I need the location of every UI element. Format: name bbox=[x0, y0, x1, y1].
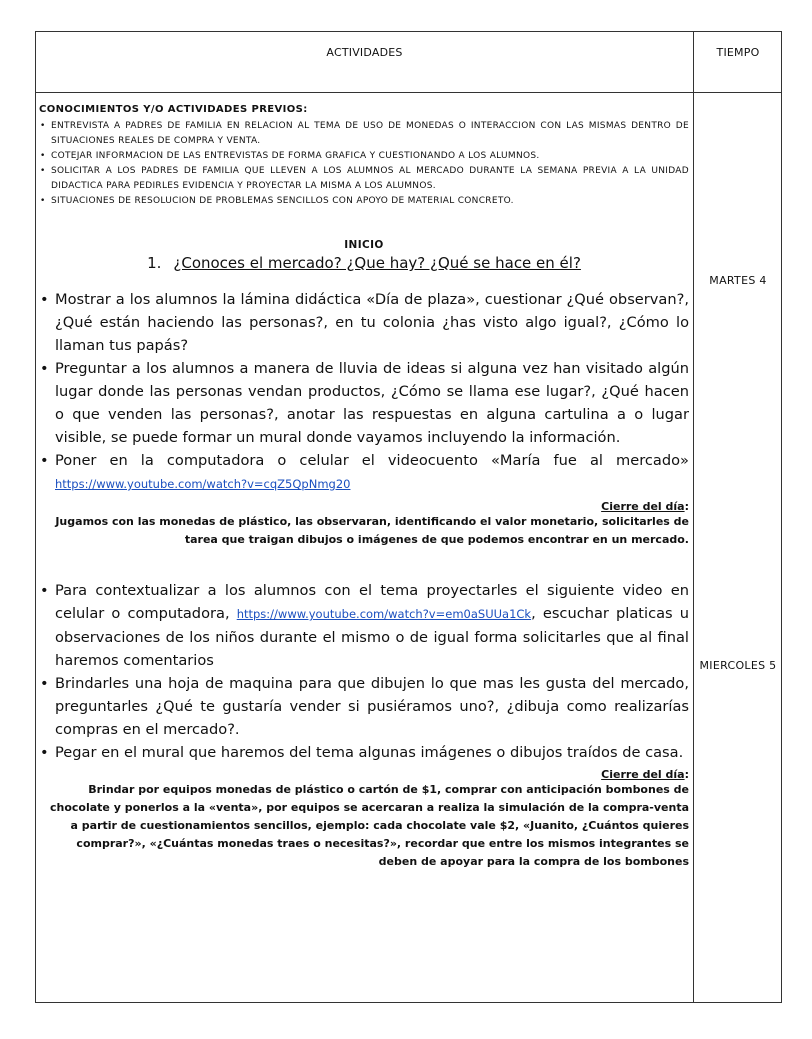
day1-item: • Mostrar a los alumnos la lámina didáctica «Día de plaza», cuestionar ¿Qué observan?, ¿Qué están haciendo las personas?, en tu colonia ¿has visto algo igual?, ¿Cómo lo llaman tus papás? bbox=[55, 288, 689, 357]
day2-item: • Pegar en el mural que haremos del tema algunas imágenes o dibujos traídos de casa. bbox=[55, 741, 689, 764]
header-divider bbox=[36, 92, 781, 93]
inicio-question bbox=[39, 254, 689, 272]
previous-item: • ENTREVISTA A PADRES DE FAMILIA EN RELACION AL TEMA DE USO DE MONEDAS O INTERACCION CON LAS MISMAS DENTRO DE SITUACIONES REALES DE COMPRA Y VENTA. bbox=[51, 119, 689, 149]
day2-cierre bbox=[39, 768, 689, 781]
question-number: 1. bbox=[147, 254, 162, 272]
previous-list bbox=[39, 119, 689, 209]
cierre-label: Cierre del día bbox=[601, 768, 685, 781]
cierre-colon: : bbox=[684, 768, 689, 781]
previous-item: • SITUACIONES DE RESOLUCION DE PROBLEMAS SENCILLOS CON APOYO DE MATERIAL CONCRETO. bbox=[51, 194, 689, 209]
inicio-label: INICIO bbox=[344, 239, 384, 251]
video-link-mercado[interactable]: https://www.youtube.com/watch?v=em0aSUUa1Ck bbox=[236, 607, 532, 621]
activities-content bbox=[39, 104, 689, 871]
time-slot-wednesday: MIERCOLES 5 bbox=[699, 659, 777, 672]
day1-cierre bbox=[39, 500, 689, 513]
day1-item-text: Poner en la computadora o celular el videocuento «María fue al mercado» bbox=[55, 452, 689, 469]
previous-item: • COTEJAR INFORMACION DE LAS ENTREVISTAS DE FORMA GRAFICA Y CUESTIONANDO A LOS ALUMNOS. bbox=[51, 149, 689, 164]
cierre-colon: : bbox=[684, 500, 689, 513]
previous-knowledge-title: CONOCIMIENTOS Y/O ACTIVIDADES PREVIOS: bbox=[39, 104, 308, 115]
day2-item: • Brindarles una hoja de maquina para que dibujen lo que mas les gusta del mercado, preguntarles ¿Qué te gustaría vender si pusiéramos uno?, ¿dibuja como realizarías compras en el mercado?. bbox=[55, 672, 689, 741]
header-activities: ACTIVIDADES bbox=[326, 46, 403, 59]
day1-item: • Preguntar a los alumnos a manera de lluvia de ideas si alguna vez han visitado algún lugar donde las personas vendan productos, ¿Cómo se llama ese lugar?, ¿Qué hacen o que venden las personas?, anotar las respuestas en alguna cartulina a o lugar visible, se puede formar un mural donde vayamos incluyendo la información. bbox=[55, 357, 689, 449]
time-slot-tuesday: MARTES 4 bbox=[709, 274, 767, 287]
day2-item-text: Para contextualizar a los alumnos con el tema proyectarles el siguiente video en celular o computadora, bbox=[55, 582, 689, 622]
day2-item-text: , escuchar platicas u observaciones de los niños durante el mismo o de igual forma solicitarles que al final haremos comentarios bbox=[55, 605, 689, 669]
column-divider bbox=[693, 32, 694, 1002]
header-time: TIEMPO bbox=[716, 46, 760, 59]
cierre-label: Cierre del día bbox=[601, 500, 685, 513]
lesson-table bbox=[35, 31, 782, 1003]
day2-item bbox=[55, 579, 689, 672]
day1-item bbox=[55, 449, 689, 496]
day1-closing: Jugamos con las monedas de plástico, las observaran, identificando el valor monetario, solicitarles de tarea que traigan dibujos o imágenes de que podemos encontrar en un mercado. bbox=[55, 515, 689, 546]
question-text: ¿Conoces el mercado? ¿Que hay? ¿Qué se hace en él? bbox=[173, 254, 581, 272]
day1-activities bbox=[39, 288, 689, 496]
previous-item: • SOLICITAR A LOS PADRES DE FAMILIA QUE LLEVEN A LOS ALUMNOS AL MERCADO DURANTE LA SEMANA PREVIA A LA UNIDAD DIDACTICA PARA PEDIRLES EVIDENCIA Y PROYECTAR LA MISMA A LOS ALUMNOS. bbox=[51, 164, 689, 194]
video-link-maria[interactable]: https://www.youtube.com/watch?v=cqZ5QpNmg20 bbox=[55, 477, 351, 491]
day2-activities bbox=[39, 579, 689, 764]
day2-closing: Brindar por equipos monedas de plástico o cartón de $1, comprar con anticipación bombones de chocolate y ponerlos a la «venta», por equipos se acercaran a realiza la simulación de la compra-venta a partir de cuestionamientos sencillos, ejemplo: cada chocolate vale $2, «Juanito, ¿Cuántos quieres comprar?», «¿Cuántas monedas traes o necesitas?», recordar que entre los mismos integrantes se deben de apoyar para la compra de los bombones bbox=[49, 783, 689, 868]
